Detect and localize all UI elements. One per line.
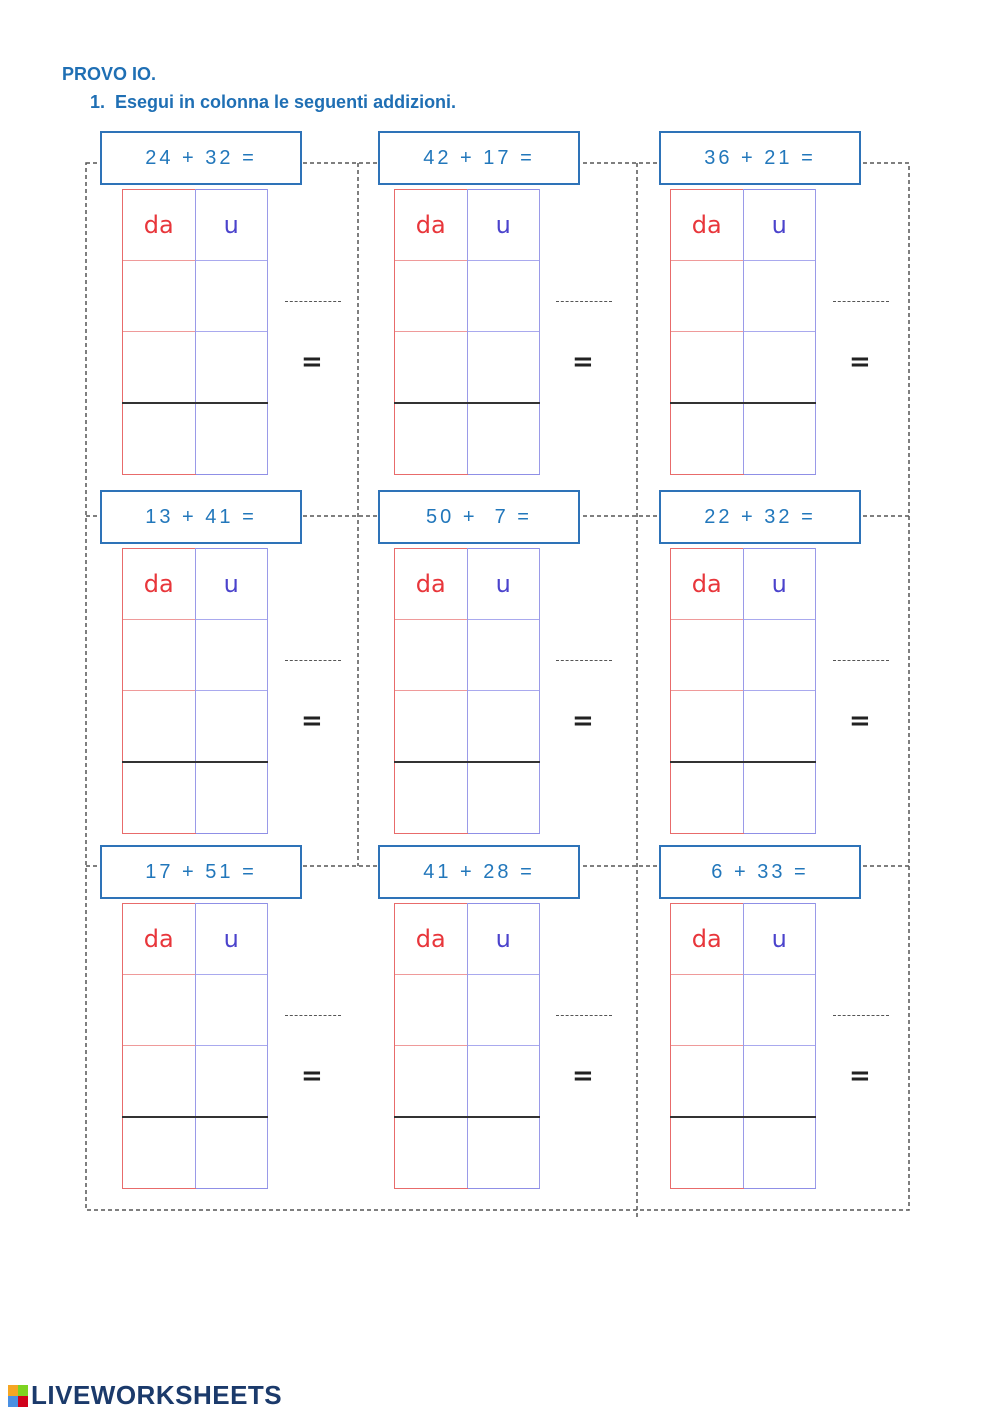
units-cell[interactable] <box>467 261 539 332</box>
dashes-line <box>556 660 612 661</box>
units-cell[interactable] <box>467 975 539 1046</box>
column-grid <box>122 903 268 1189</box>
column-grid <box>122 548 268 834</box>
dashes-line <box>556 301 612 302</box>
tens-header: da <box>123 904 196 975</box>
tens-cell[interactable] <box>123 261 196 332</box>
equation-box: 36 + 21 = <box>659 131 861 185</box>
equals-sign: = <box>572 706 594 736</box>
units-cell[interactable] <box>743 691 815 763</box>
equals-sign: = <box>301 1061 323 1091</box>
units-header: u <box>743 549 815 620</box>
equation-box: 6 + 33 = <box>659 845 861 899</box>
units-cell[interactable] <box>195 1046 267 1118</box>
tens-cell[interactable] <box>671 261 744 332</box>
units-cell[interactable] <box>467 620 539 691</box>
tens-header: da <box>123 190 196 261</box>
units-cell[interactable] <box>743 975 815 1046</box>
equation-box: 50 + 7 = <box>378 490 580 544</box>
tens-cell[interactable] <box>671 975 744 1046</box>
dashes-line <box>285 660 341 661</box>
tens-header: da <box>671 190 744 261</box>
equation-box: 13 + 41 = <box>100 490 302 544</box>
units-result-cell[interactable] <box>743 1117 815 1189</box>
equals-sign: = <box>849 706 871 736</box>
units-cell[interactable] <box>195 620 267 691</box>
units-result-cell[interactable] <box>467 762 539 834</box>
dashes-line <box>556 1015 612 1016</box>
tens-result-cell[interactable] <box>395 1117 468 1189</box>
page-heading: PROVO IO. <box>62 64 157 84</box>
equation-box: 41 + 28 = <box>378 845 580 899</box>
dashes-line <box>833 1015 889 1016</box>
units-cell[interactable] <box>467 691 539 763</box>
tens-cell[interactable] <box>395 691 468 763</box>
exercise-7 <box>100 845 380 1195</box>
units-cell[interactable] <box>467 1046 539 1118</box>
exercise-6 <box>659 490 939 840</box>
units-cell[interactable] <box>467 332 539 404</box>
equals-sign: = <box>572 347 594 377</box>
tens-cell[interactable] <box>123 691 196 763</box>
column-grid <box>670 189 816 475</box>
tens-result-cell[interactable] <box>671 1117 744 1189</box>
column-grid <box>122 189 268 475</box>
tens-header: da <box>395 904 468 975</box>
column-grid <box>670 903 816 1189</box>
tens-header: da <box>671 904 744 975</box>
equation-box: 42 + 17 = <box>378 131 580 185</box>
equation-box: 22 + 32 = <box>659 490 861 544</box>
equals-sign: = <box>849 347 871 377</box>
units-cell[interactable] <box>743 620 815 691</box>
tens-result-cell[interactable] <box>671 403 744 475</box>
units-cell[interactable] <box>743 1046 815 1118</box>
exercise-5 <box>378 490 658 840</box>
units-cell[interactable] <box>195 332 267 404</box>
units-cell[interactable] <box>743 332 815 404</box>
units-header: u <box>195 904 267 975</box>
units-result-cell[interactable] <box>195 1117 267 1189</box>
tens-result-cell[interactable] <box>123 762 196 834</box>
equals-sign: = <box>301 347 323 377</box>
equals-sign: = <box>572 1061 594 1091</box>
equation-box: 24 + 32 = <box>100 131 302 185</box>
tens-cell[interactable] <box>671 1046 744 1118</box>
tens-header: da <box>395 190 468 261</box>
tens-result-cell[interactable] <box>395 762 468 834</box>
instruction-text: Esegui in colonna le seguenti addizioni. <box>115 92 457 112</box>
tens-result-cell[interactable] <box>123 403 196 475</box>
dashes-line <box>833 660 889 661</box>
units-cell[interactable] <box>195 261 267 332</box>
units-cell[interactable] <box>195 691 267 763</box>
units-result-cell[interactable] <box>743 762 815 834</box>
tens-cell[interactable] <box>671 691 744 763</box>
tens-result-cell[interactable] <box>671 762 744 834</box>
units-result-cell[interactable] <box>195 762 267 834</box>
tens-cell[interactable] <box>395 332 468 404</box>
column-grid <box>670 548 816 834</box>
exercise-3 <box>659 131 939 481</box>
tens-cell[interactable] <box>671 332 744 404</box>
column-grid <box>394 903 540 1189</box>
exercise-1 <box>100 131 380 481</box>
exercise-8 <box>378 845 658 1195</box>
tens-cell[interactable] <box>123 1046 196 1118</box>
exercise-4 <box>100 490 380 840</box>
dashes-line <box>285 301 341 302</box>
units-header: u <box>467 190 539 261</box>
tens-cell[interactable] <box>395 975 468 1046</box>
column-grid <box>394 548 540 834</box>
tens-cell[interactable] <box>395 261 468 332</box>
liveworksheets-logo <box>8 1380 282 1411</box>
tens-header: da <box>123 549 196 620</box>
logo-icon <box>8 1385 28 1407</box>
dashes-line <box>285 1015 341 1016</box>
tens-cell[interactable] <box>671 620 744 691</box>
units-header: u <box>467 549 539 620</box>
tens-cell[interactable] <box>123 620 196 691</box>
column-grid <box>394 189 540 475</box>
tens-cell[interactable] <box>395 1046 468 1118</box>
equals-sign: = <box>301 706 323 736</box>
units-header: u <box>743 904 815 975</box>
units-header: u <box>467 904 539 975</box>
exercise-2 <box>378 131 658 481</box>
tens-cell[interactable] <box>123 332 196 404</box>
units-cell[interactable] <box>195 975 267 1046</box>
units-header: u <box>743 190 815 261</box>
units-cell[interactable] <box>743 261 815 332</box>
logo-text: LIVEWORKSHEETS <box>31 1380 283 1410</box>
instruction-number: 1. <box>90 92 106 112</box>
dashes-line <box>833 301 889 302</box>
units-result-cell[interactable] <box>467 403 539 475</box>
tens-header: da <box>395 549 468 620</box>
tens-cell[interactable] <box>123 975 196 1046</box>
units-header: u <box>195 549 267 620</box>
tens-result-cell[interactable] <box>123 1117 196 1189</box>
tens-result-cell[interactable] <box>395 403 468 475</box>
units-header: u <box>195 190 267 261</box>
units-result-cell[interactable] <box>467 1117 539 1189</box>
units-result-cell[interactable] <box>743 403 815 475</box>
exercise-9 <box>659 845 939 1195</box>
units-result-cell[interactable] <box>195 403 267 475</box>
tens-header: da <box>671 549 744 620</box>
equation-box: 17 + 51 = <box>100 845 302 899</box>
tens-cell[interactable] <box>395 620 468 691</box>
equals-sign: = <box>849 1061 871 1091</box>
